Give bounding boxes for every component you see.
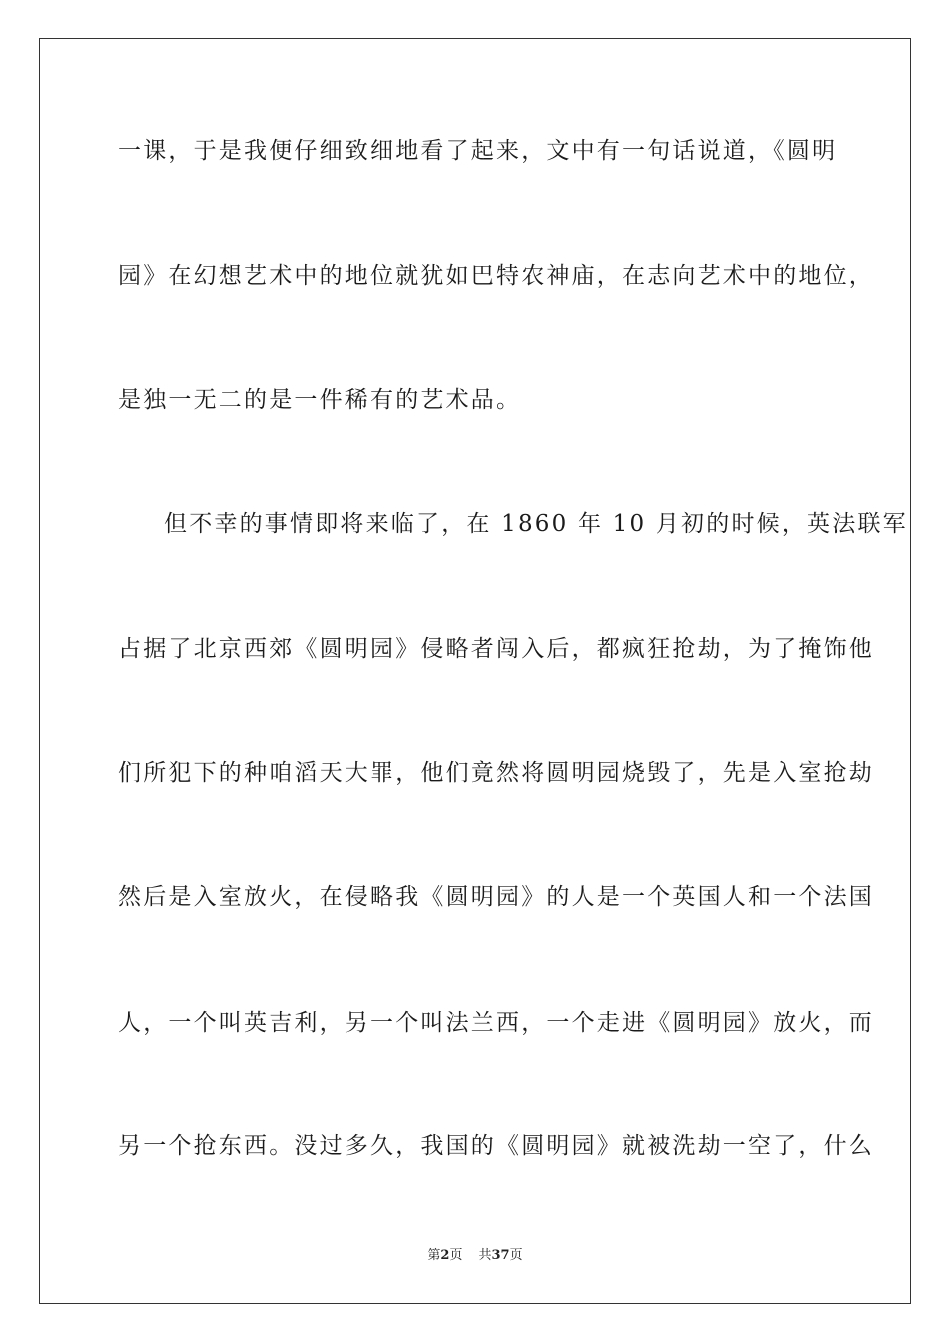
text-line: 是独一无二的是一件稀有的艺术品。 bbox=[118, 387, 522, 413]
page-current: 2 bbox=[440, 1248, 450, 1263]
text-line: 们所犯下的种咱滔天大罪，他们竟然将圆明园烧毁了，先是入室抢劫 bbox=[118, 760, 874, 786]
text-line: 另一个抢东西。没过多久，我国的《圆明园》就被洗劫一空了，什么 bbox=[118, 1133, 874, 1159]
total-prefix: 共 bbox=[478, 1248, 492, 1263]
page-border bbox=[39, 38, 911, 1304]
page-prefix: 第 bbox=[427, 1248, 441, 1263]
page-total: 37 bbox=[491, 1248, 510, 1263]
text-line: 一课，于是我便仔细致细地看了起来，文中有一句话说道，《圆明 bbox=[118, 138, 838, 164]
text-line: 然后是入室放火，在侵略我《圆明园》的人是一个英国人和一个法国 bbox=[118, 884, 874, 910]
total-unit: 页 bbox=[509, 1248, 523, 1263]
page-footer bbox=[0, 1247, 950, 1265]
text-line: 但不幸的事情即将来临了，在 1860 年 10 月初的时候，英法联军 bbox=[164, 511, 908, 537]
page-unit: 页 bbox=[449, 1248, 463, 1263]
text-line: 人，一个叫英吉利，另一个叫法兰西，一个走进《圆明园》放火，而 bbox=[118, 1010, 874, 1036]
text-line: 占据了北京西郊《圆明园》侵略者闯入后，都疯狂抢劫，为了掩饰他 bbox=[118, 636, 874, 662]
text-line: 园》在幻想艺术中的地位就犹如巴特农神庙，在志向艺术中的地位， bbox=[118, 263, 874, 289]
